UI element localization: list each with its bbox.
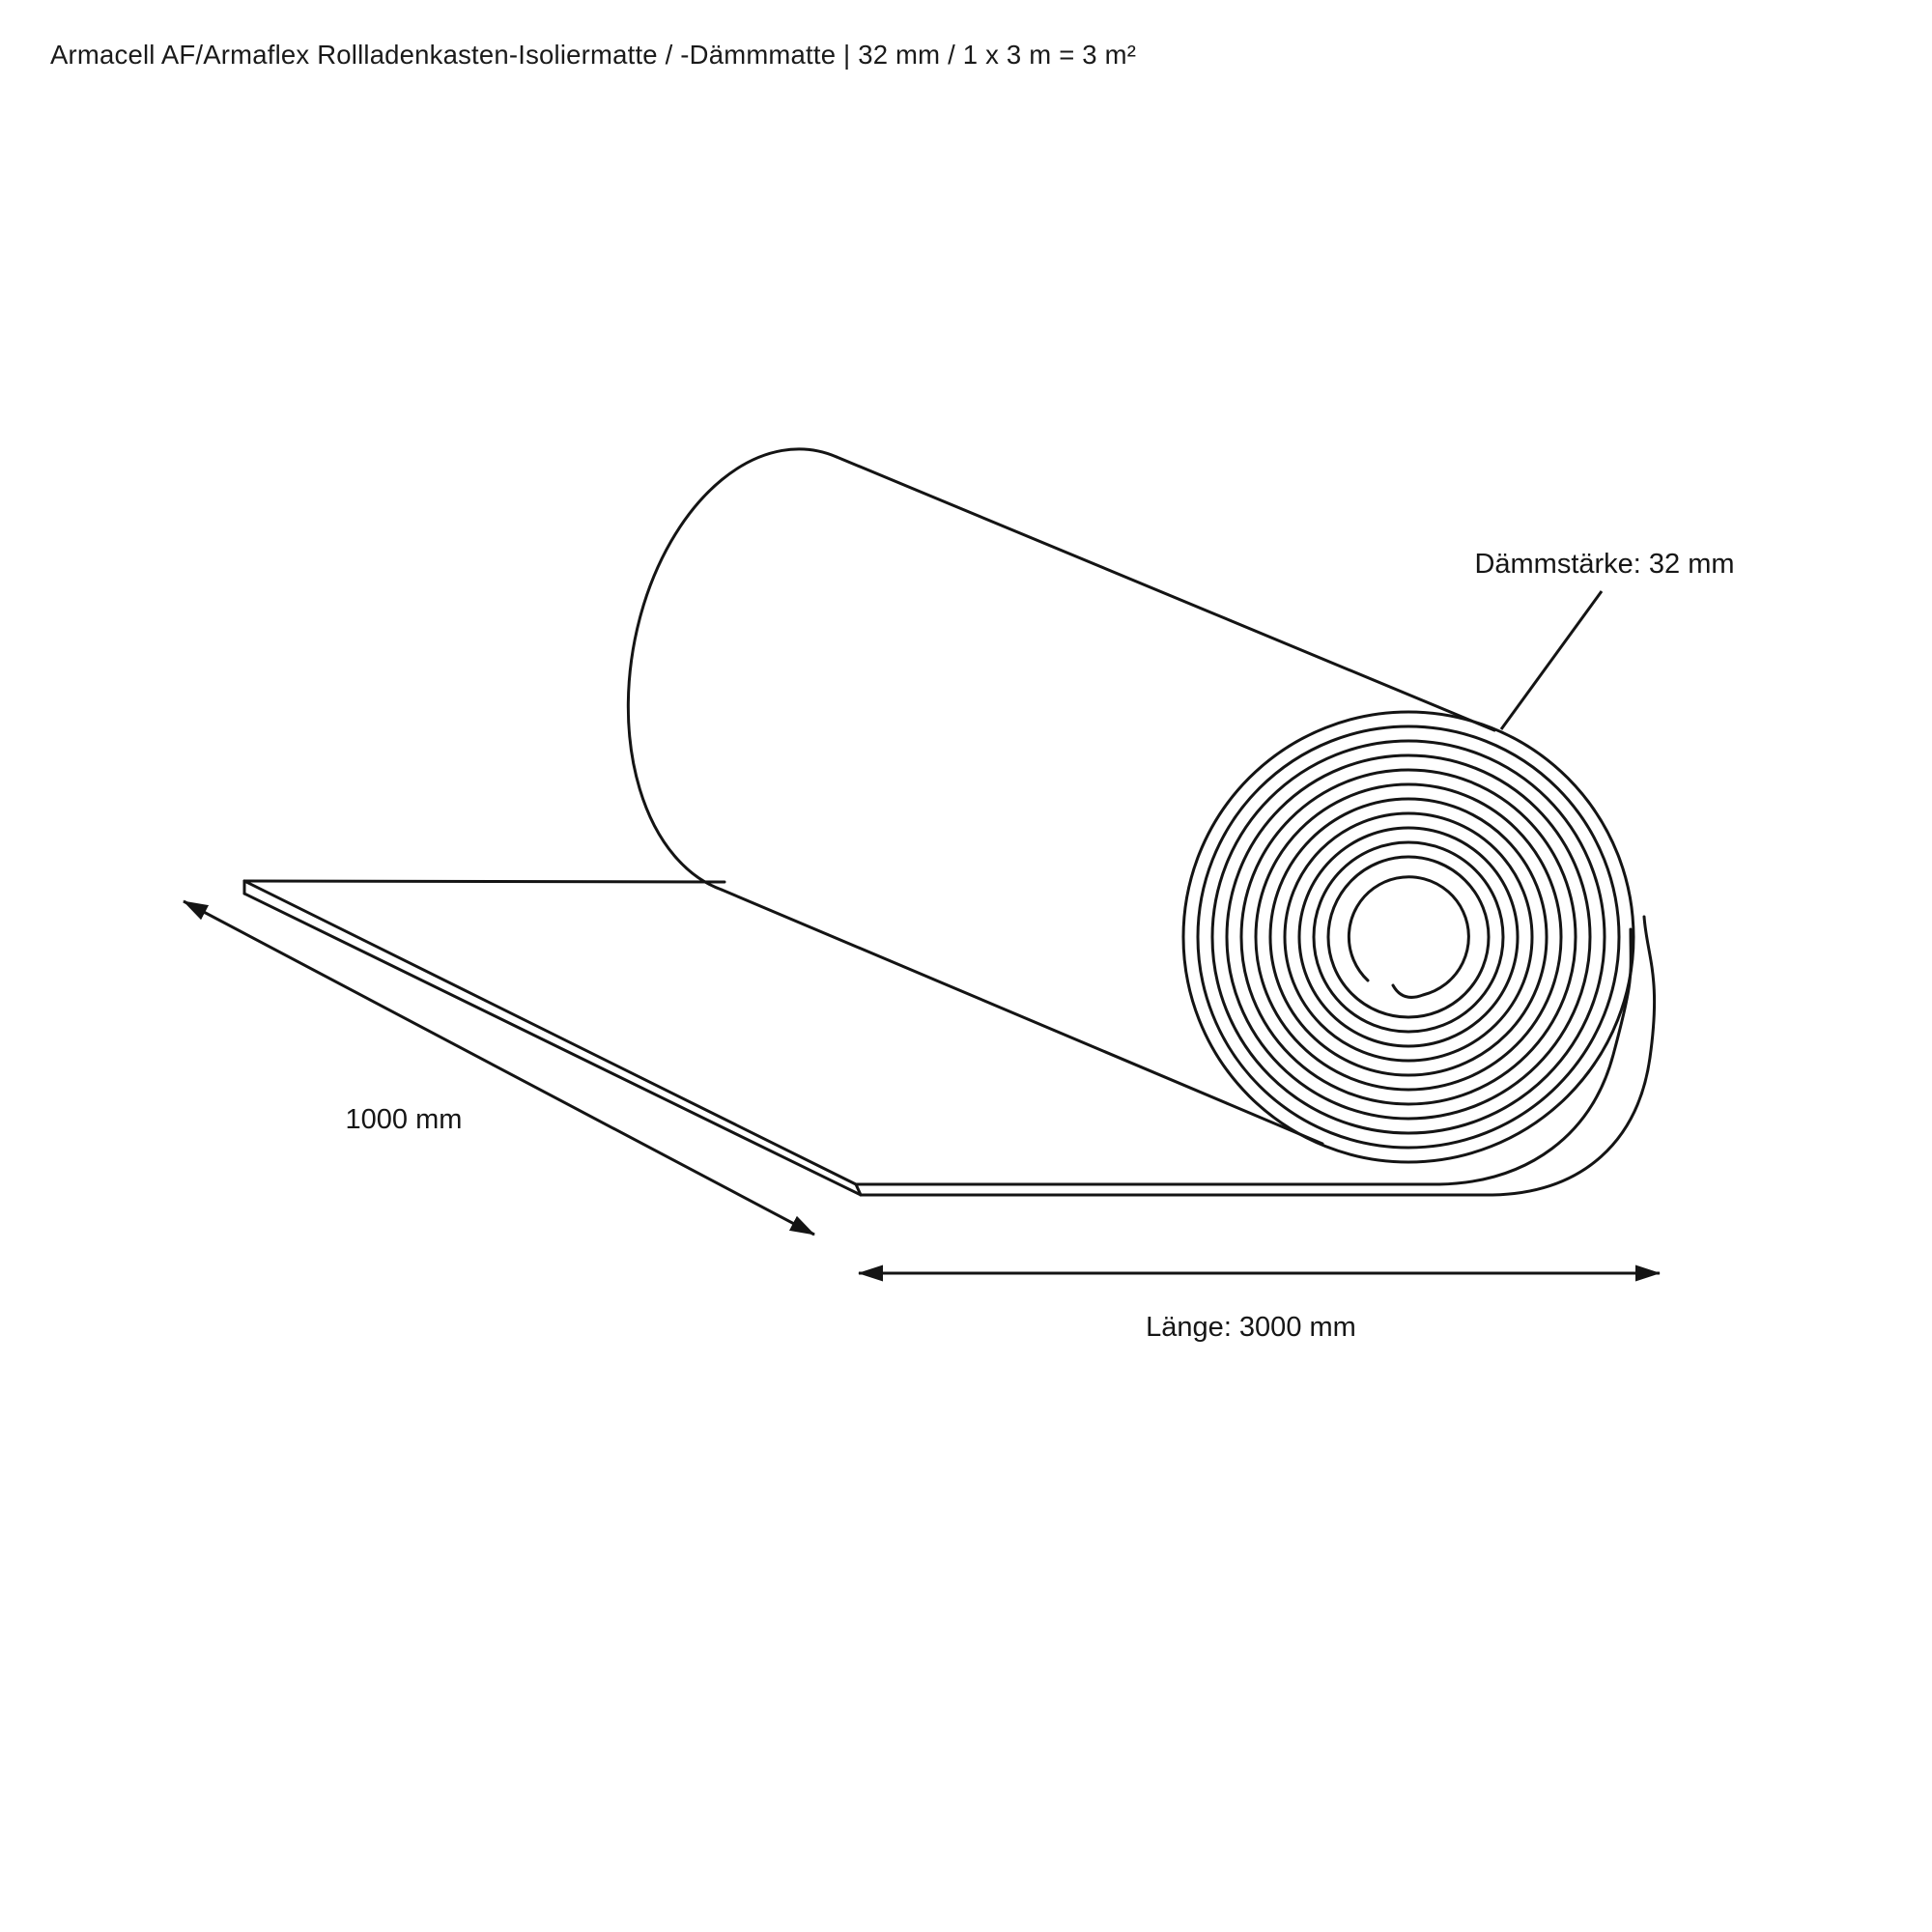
sheet-left-edge-bottom: [244, 894, 861, 1195]
spiral-inner-curl: [1349, 877, 1468, 998]
dimension-label-width: 1000 mm: [345, 1104, 463, 1135]
unrolled-sheet: [244, 881, 1655, 1195]
roll-cylinder: [628, 449, 1494, 1144]
width-dimension-arrow: [184, 901, 814, 1235]
product-title: Armacell AF/Armaflex Rollladenkasten-Isoliermatte / -Dämmmatte | 32 mm / 1 x 3 m = 3 m²: [50, 40, 1137, 70]
dimension-label-length: Länge: 3000 mm: [1146, 1312, 1356, 1343]
sheet-left-edge-top: [244, 881, 856, 1184]
roll-spiral: [1183, 712, 1634, 1162]
cylinder-bottom-edge: [722, 890, 1322, 1144]
thickness-leader-line: [1501, 591, 1602, 729]
cylinder-end-ellipse: [628, 449, 837, 890]
dimension-label-thickness: Dämmstärke: 32 mm: [1474, 549, 1735, 580]
sheet-back-edge: [244, 881, 724, 882]
cylinder-top-edge: [837, 457, 1494, 730]
